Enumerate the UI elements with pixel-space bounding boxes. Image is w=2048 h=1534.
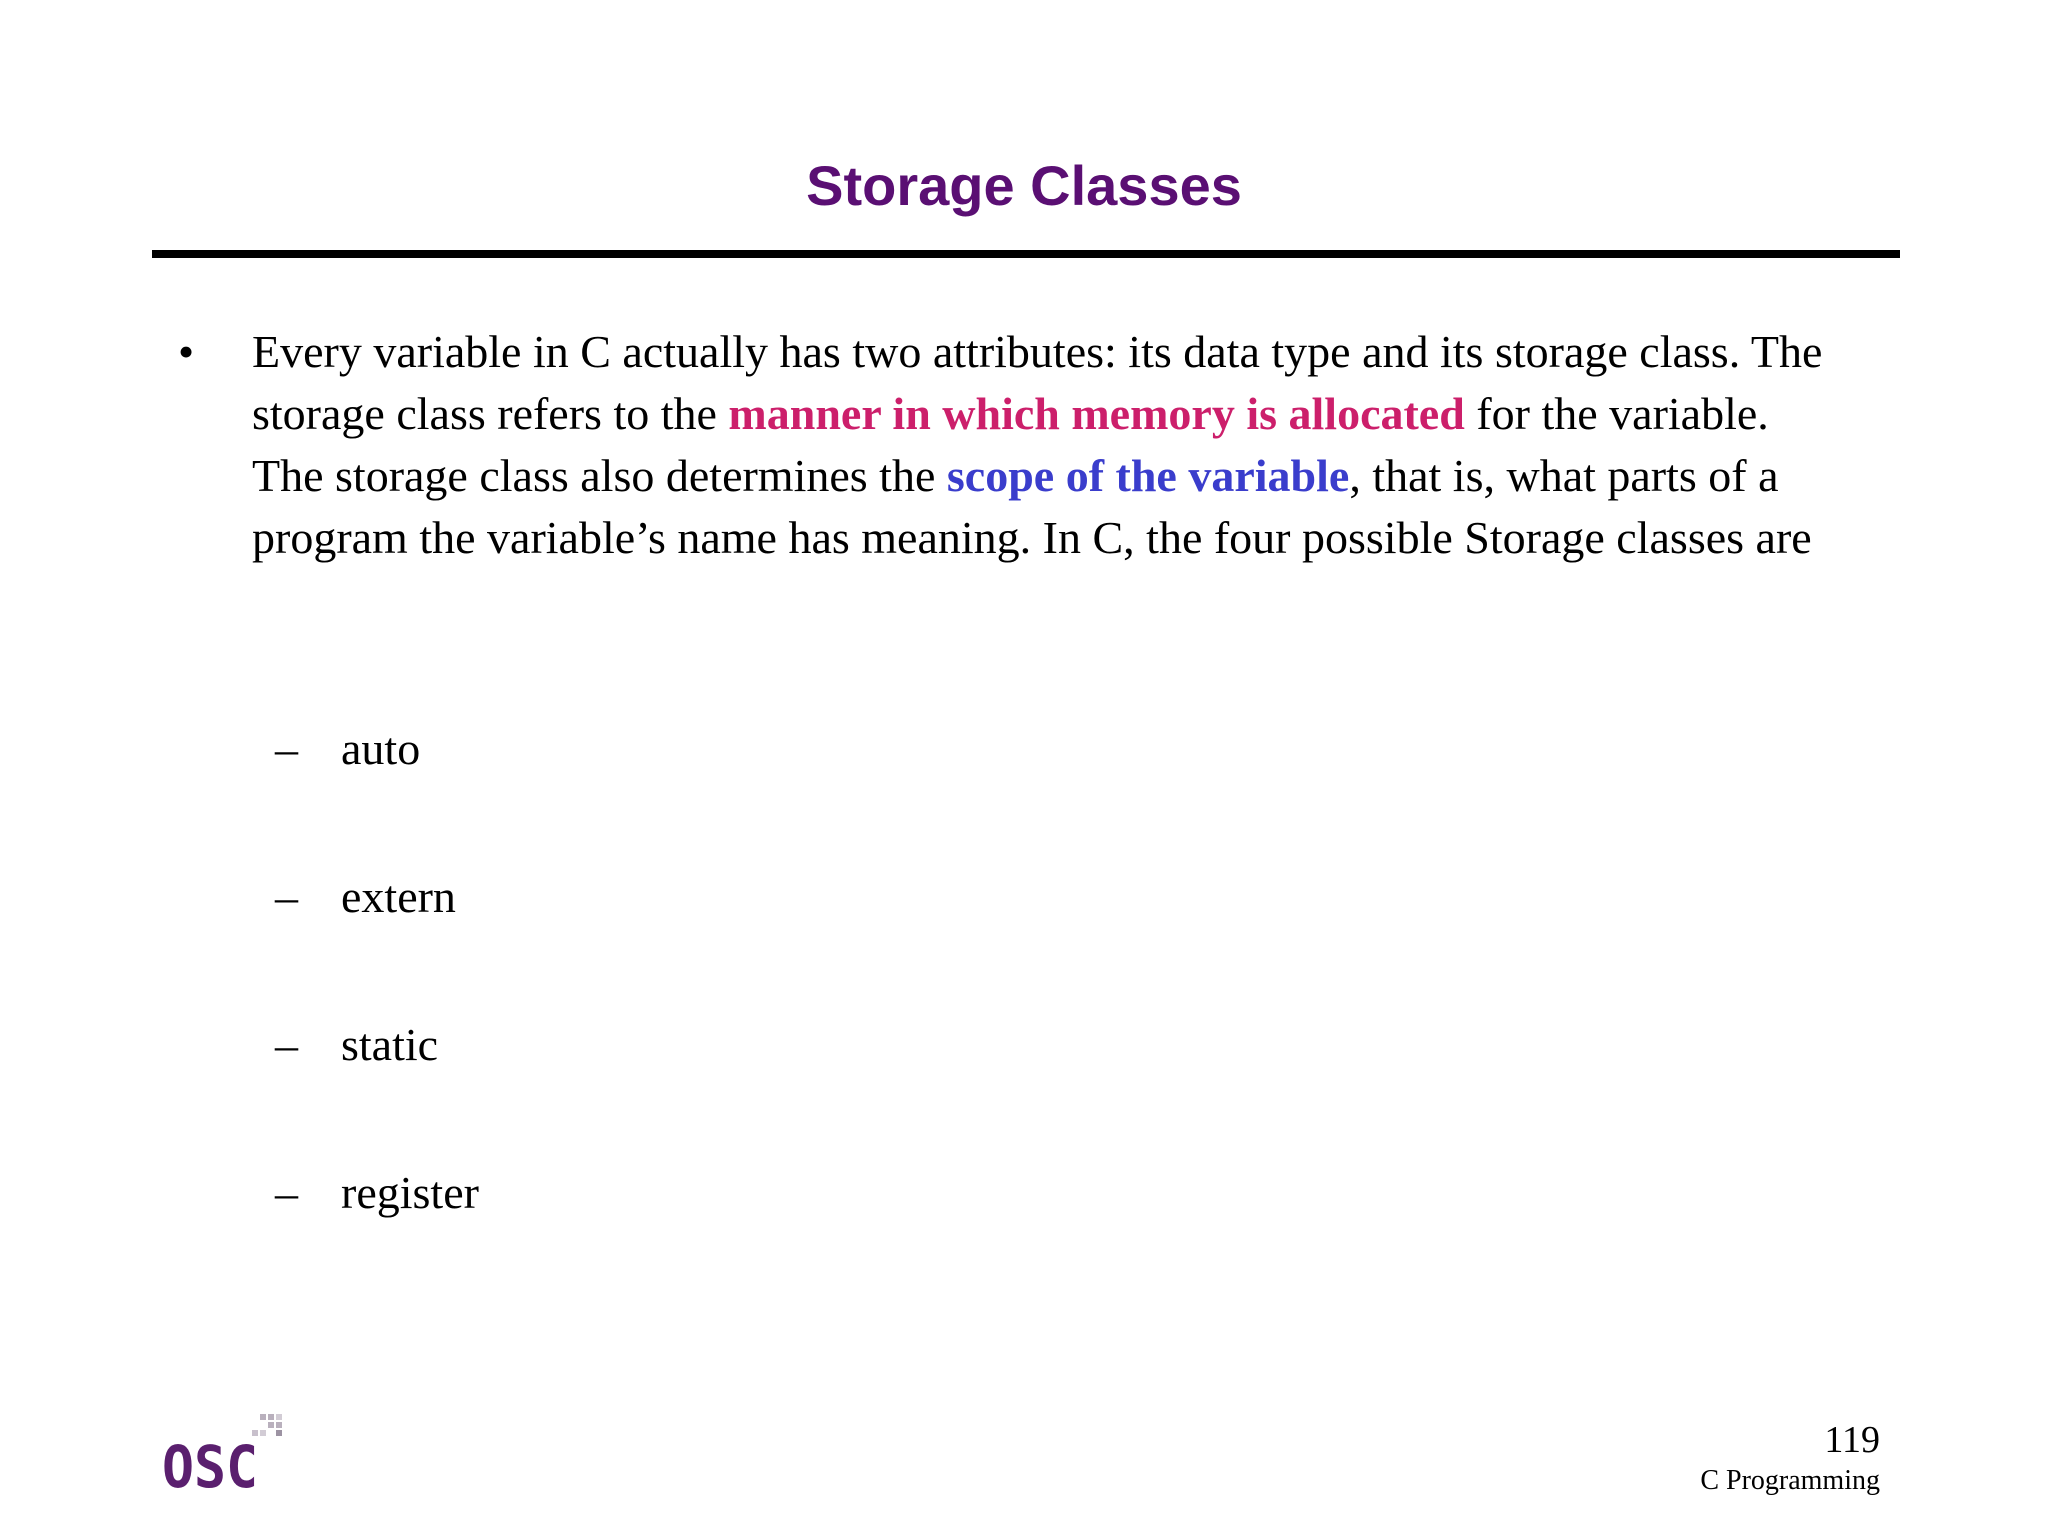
bullet-text-part1: Every variable in C actually has two attributes: its data type and its storage class. The storage class refers to the — [252, 326, 1823, 439]
dash-marker: – — [275, 1167, 298, 1218]
slide-title: Storage Classes — [806, 154, 1242, 217]
osc-logo — [162, 1412, 292, 1492]
dash-marker: – — [275, 723, 298, 774]
sub-item-register — [275, 1162, 479, 1224]
logo-text: OSC — [162, 1433, 258, 1492]
sub-item-static — [275, 1014, 438, 1076]
footer-course-label: C Programming — [1700, 1465, 1880, 1496]
sub-item-label: register — [341, 1167, 479, 1218]
sub-item-label: static — [341, 1019, 439, 1070]
title-divider — [152, 250, 1900, 258]
sub-item-auto — [275, 718, 420, 780]
page-number: 119 — [1824, 1419, 1880, 1461]
bullet-text-part2: for the variable. The storage class also determines the — [252, 388, 1769, 501]
highlight-memory-allocation: manner in which memory is allocated — [728, 388, 1465, 439]
sub-item-label: extern — [341, 871, 456, 922]
dash-marker: – — [275, 871, 298, 922]
highlight-variable-scope: scope of the variable — [946, 450, 1350, 501]
bullet-text-part3: , that is, what parts of a program the variable’s name has meaning. In C, the four possible Storage classes are — [252, 450, 1812, 563]
dash-marker: – — [275, 1019, 298, 1070]
bullet-marker: • — [178, 326, 195, 377]
bullet-text — [252, 321, 1832, 569]
sub-item-extern — [275, 866, 456, 928]
sub-item-label: auto — [341, 723, 421, 774]
